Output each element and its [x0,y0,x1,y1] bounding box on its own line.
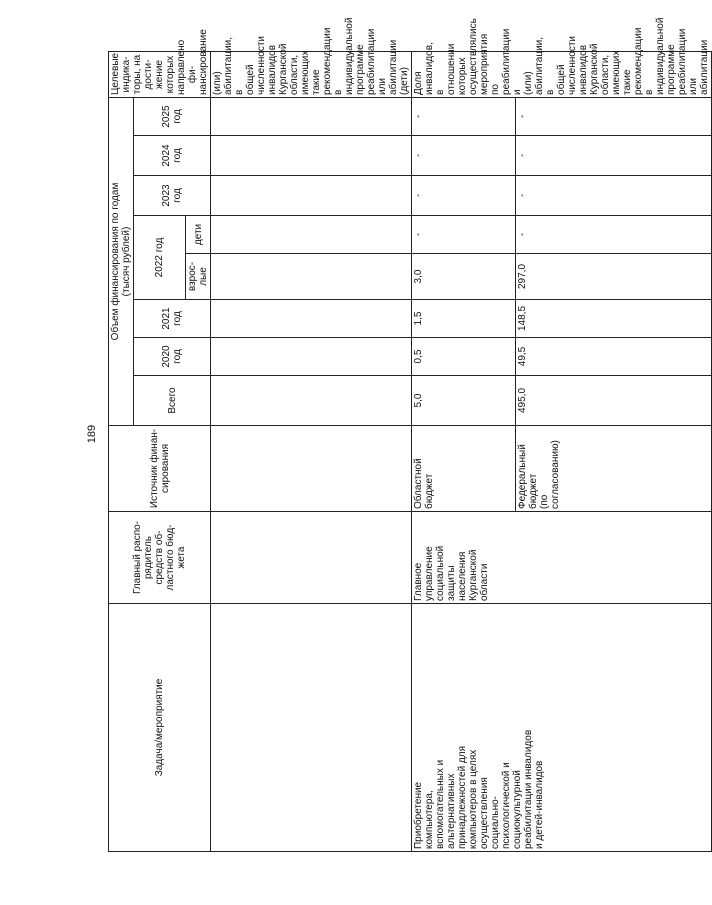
financing-table [108,17,712,852]
cell-federal-2025: - [516,97,712,135]
header-source: Источник финан- сирования [109,426,211,512]
cell-empty [211,254,412,300]
header-2024: 2024 год [134,136,211,176]
cell-federal-2023: - [516,176,712,216]
header-financing-group: Объем финансирования по годам (тысяч рублей) [109,97,134,425]
cell-empty [211,426,412,512]
cell-empty [211,300,412,338]
header-2022-children: дети [186,216,211,254]
page-number: 189 [86,424,98,444]
cell-regional-2020: 0,5 [412,338,516,376]
cell-empty [211,604,412,852]
cell-empty [211,376,412,426]
cell-manager: Главное управление социальной защиты населения Курганской области [412,512,712,604]
cell-empty [211,97,412,135]
table-row-regional [412,51,516,851]
cell-empty [211,176,412,216]
cell-regional-2022-children: - [412,216,516,254]
cell-regional-total: 5,0 [412,376,516,426]
cell-federal-total: 495,0 [516,376,712,426]
header-2021: 2021 год [134,300,211,338]
cell-federal-2022-adults: 297,0 [516,254,712,300]
header-2022-adults: взрос- лые [186,254,211,300]
cell-regional-2022-adults: 3,0 [412,254,516,300]
cell-indicator-continuation: (или) абилитации, в общей численности инвалидов Курганской области, имеющих такие рекомендации в индивидуальной программе реабилитации или абилитации (дети) [211,51,412,97]
header-indicators: Целевые индика- торы, на дости- жение которых направлено фи- нансирование [109,51,211,97]
cell-empty [211,136,412,176]
cell-indicator: Доля инвалидов, в отношении которых осуществлялись мероприятия по реабилитации и (или) абилитации, в общей численности инвалидов Курганской области, имеющих такие рекомендации в индивидуальной программе реабилитации или абилитации [412,51,712,97]
cell-task: Приобретение компьютера, вспомогательных и альтернативных принадлежностей для компьютеров в целях осуществления социально- психологической и социокультурной реабилитации инвалидов и детей-инвалидов [412,604,712,852]
cell-empty [211,338,412,376]
rotated-table-container [108,17,710,852]
cell-federal-2022-children: - [516,216,712,254]
cell-regional-2021: 1,5 [412,300,516,338]
header-2025: 2025 год [134,97,211,135]
table-row-continuation [211,51,412,851]
cell-federal-2020: 49,5 [516,338,712,376]
cell-regional-2023: - [412,176,516,216]
header-total: Всего [134,376,211,426]
cell-empty [211,216,412,254]
cell-federal-2024: - [516,136,712,176]
cell-source-regional: Областной бюджет [412,426,516,512]
cell-empty [211,512,412,604]
header-2023: 2023 год [134,176,211,216]
cell-regional-2025: - [412,97,516,135]
cell-federal-2021: 148,5 [516,300,712,338]
header-2022: 2022 год [134,216,186,300]
header-task: Задача/мероприятие [109,604,211,852]
header-2020: 2020 год [134,338,211,376]
cell-regional-2024: - [412,136,516,176]
cell-source-federal: Федеральный бюджет (по согласованию) [516,426,712,512]
header-manager: Главный распо- рядитель средств об- ластного бюд- жета [109,512,211,604]
